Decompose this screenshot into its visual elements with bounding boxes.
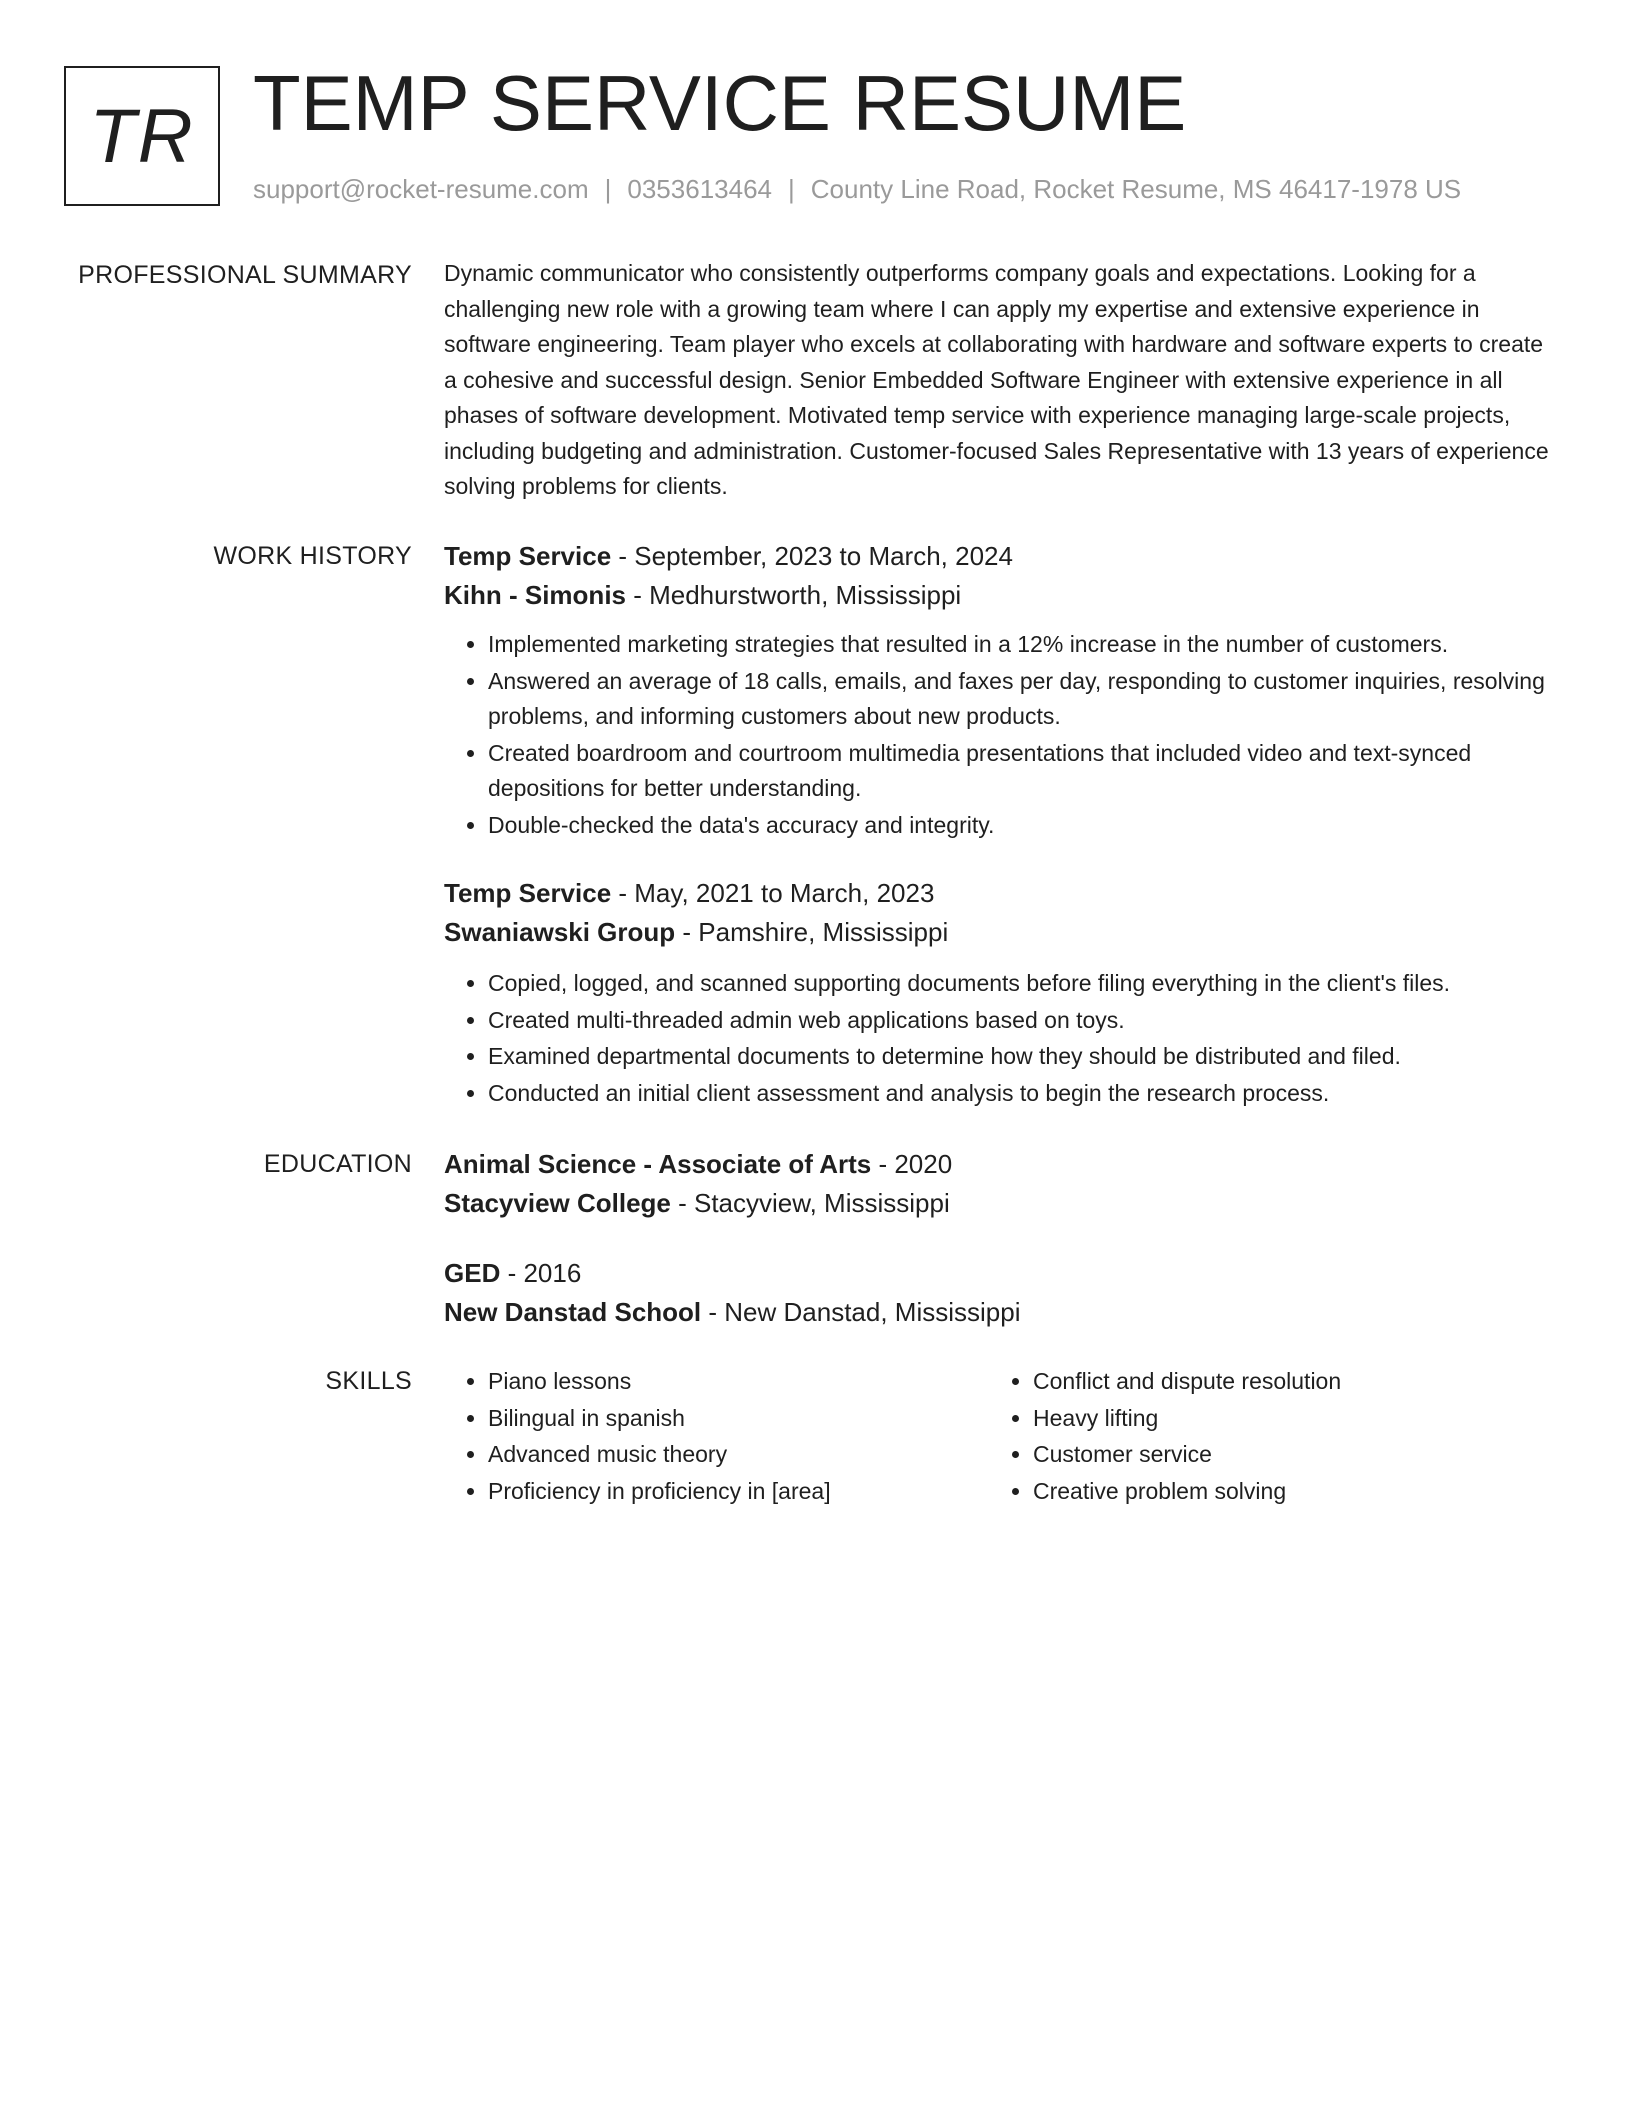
job-bullet: • Created boardroom and courtroom multimedia presentations that included video and text-synced depositions for better understanding. [488,736,1560,807]
job-bullet: • Created multi-threaded admin web applications based on toys. [488,1003,1560,1039]
skills-body [444,1364,1560,1510]
education-degree-line [444,1254,1560,1293]
job-company-line [444,913,1560,952]
job-title-line [444,874,1560,913]
contact-email: support@rocket-resume.com [253,174,589,204]
section-label-education: EDUCATION [263,1150,412,1178]
education-location: - New Danstad, Mississippi [701,1297,1021,1327]
job-company: Kihn - Simonis [444,580,626,610]
monogram-badge: TR [64,66,220,206]
skill-item: • Customer service [1033,1437,1534,1473]
skills-list [989,1364,1534,1509]
summary-text: Dynamic communicator who consistently outperforms company goals and expectations. Looking for a challenging new role with a growing team where I can apply my expertise and extensive experience in software engineering. Team player who excels at collaborating with hardware and software experts to create a cohesive and successful design. Senior Embedded Software Engineer with extensive experience in all phases of software development. Motivated temp service with experience managing large-scale projects, including budgeting and administration. Customer-focused Sales Representative with 13 years of experience solving problems for clients. [444,260,1549,499]
education-year: - 2020 [871,1149,953,1179]
skill-item: • Proficiency in proficiency in [area] [488,1474,989,1510]
skills-columns [444,1364,1560,1510]
job-dates: - May, 2021 to March, 2023 [611,878,935,908]
job-location: - Medhurstworth, Mississippi [626,580,962,610]
education-degree: Animal Science - Associate of Arts [444,1149,872,1179]
job-bullets [444,627,1560,843]
education-school-line [444,1293,1560,1332]
section-label-summary: PROFESSIONAL SUMMARY [78,261,412,289]
job-bullet: • Examined departmental documents to determine how they should be distributed and filed. [488,1039,1560,1075]
education-year: - 2016 [500,1258,582,1288]
skill-item: • Advanced music theory [488,1437,989,1473]
job-dates: - September, 2023 to March, 2024 [611,541,1013,571]
job-entry [444,874,1560,1111]
job-location: - Pamshire, Mississippi [675,917,949,947]
contact-phone: 0353613464 [627,174,772,204]
job-bullet: • Conducted an initial client assessment and analysis to begin the research process. [488,1076,1560,1112]
education-degree: GED [444,1258,501,1288]
job-bullets [444,966,1560,1111]
job-entry [444,537,1560,843]
job-company-line [444,576,1560,615]
skill-item: • Piano lessons [488,1364,989,1400]
job-bullet: • Answered an average of 18 calls, emails, and faxes per day, responding to customer inquiries, resolving problems, and informing customers about new products. [488,664,1560,735]
education-body [444,1145,1560,1332]
job-company: Swaniawski Group [444,917,676,947]
education-school: Stacyview College [444,1188,671,1218]
job-bullet: • Copied, logged, and scanned supporting documents before filing everything in the client's files. [488,966,1560,1002]
section-label-work-history: WORK HISTORY [213,542,412,570]
education-entry [444,1254,1560,1332]
contact-separator: | [604,174,612,204]
section-label-skills: SKILLS [325,1367,412,1395]
skills-list [444,1364,989,1509]
job-title: Temp Service [444,541,612,571]
education-entry [444,1145,1560,1223]
skills-column-right [989,1364,1534,1510]
work-history-body [444,537,1560,1112]
resume-title: TEMP SERVICE RESUME [253,59,1187,147]
contact-separator: | [788,174,795,204]
education-school-line [444,1184,1560,1223]
summary-body [444,256,1560,505]
job-bullet: • Double-checked the data's accuracy and integrity. [488,808,1560,844]
job-bullet: • Implemented marketing strategies that resulted in a 12% increase in the number of customers. [488,627,1560,663]
skill-item: • Creative problem solving [1033,1474,1534,1510]
job-title: Temp Service [444,878,612,908]
education-school: New Danstad School [444,1297,702,1327]
education-location: - Stacyview, Mississippi [670,1188,950,1218]
skill-item: • Conflict and dispute resolution [1033,1364,1534,1400]
skill-item: • Bilingual in spanish [488,1401,989,1437]
contact-line [253,172,1461,206]
contact-address: County Line Road, Rocket Resume, MS 46417-1978 US [810,174,1462,204]
education-degree-line [444,1145,1560,1184]
skill-item: • Heavy lifting [1033,1401,1534,1437]
skills-column-left [444,1364,989,1510]
job-title-line [444,537,1560,576]
